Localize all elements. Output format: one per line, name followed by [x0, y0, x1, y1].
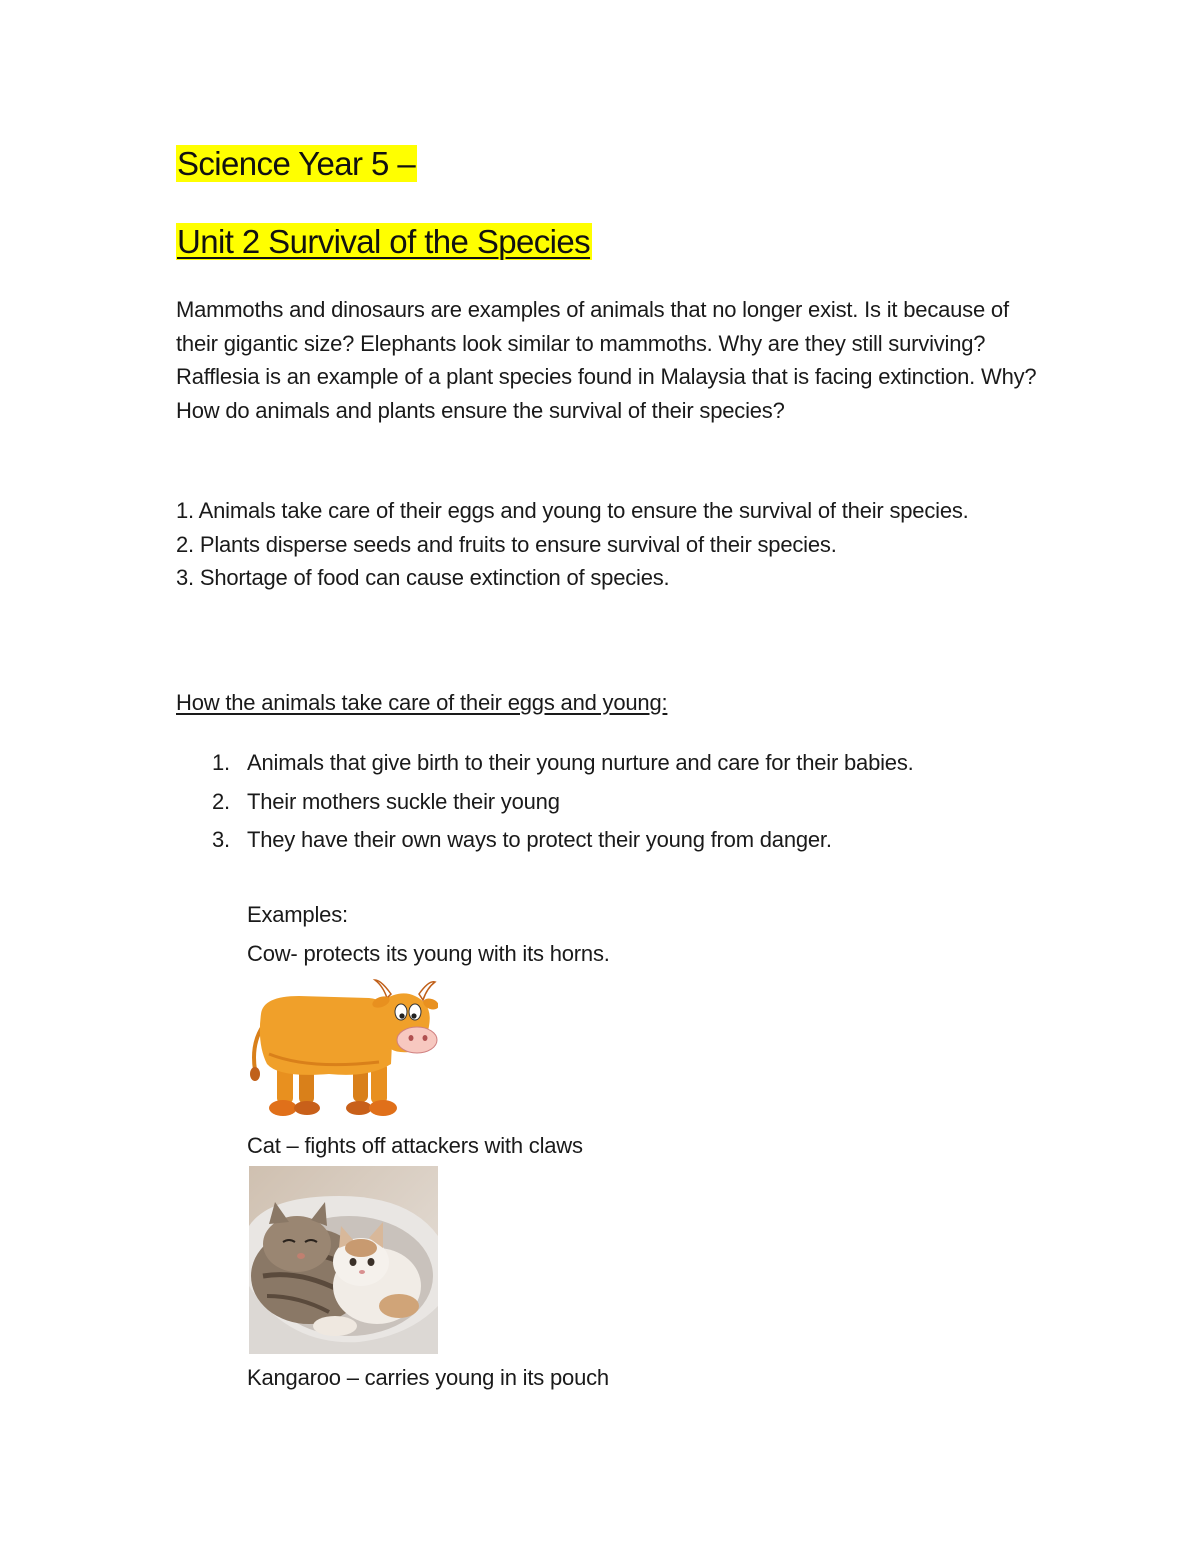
doc-title — [176, 140, 417, 188]
intro-paragraph: Mammoths and dinosaurs are examples of animals that no longer exist. Is it because of their gigantic size? Elephants look similar to mammoths. Why are they still surviving? Rafflesia is an example of a plant species found in Malaysia that is facing extinction. Why? How do animals and plants ensure the survival of their species? — [176, 297, 1037, 423]
list-number: 2. — [212, 788, 230, 814]
unit-title-highlight: Unit 2 Survival of the Species — [177, 223, 591, 260]
list-number: 1. — [212, 750, 230, 775]
list-number: 3. — [212, 827, 230, 852]
cow-illustration — [249, 974, 438, 1124]
examples-label: Examples: — [247, 902, 348, 927]
key-points — [176, 494, 1056, 595]
title-highlight: Science Year 5 – — [177, 145, 416, 182]
cow-icon — [249, 974, 438, 1124]
cat-caption: Cat – fights off attackers with claws — [247, 1133, 583, 1158]
cat-photo — [249, 1166, 438, 1354]
key-point-1: 1. Animals take care of their eggs and young to ensure the survival of their species. — [176, 498, 969, 523]
key-point-2: 2. Plants disperse seeds and fruits to ensure survival of their species. — [176, 531, 837, 557]
key-point-3: 3. Shortage of food can cause extinction of species. — [176, 565, 670, 591]
list-text: They have their own ways to protect their young from danger. — [247, 827, 832, 852]
list-text: Animals that give birth to their young nurture and care for their babies. — [247, 750, 914, 775]
care-section-heading: How the animals take care of their eggs and young: — [176, 690, 668, 715]
kangaroo-caption: Kangaroo – carries young in its pouch — [247, 1365, 609, 1390]
list-item — [176, 783, 1056, 822]
care-list — [176, 744, 1056, 860]
cat-icon — [249, 1166, 438, 1354]
list-item — [176, 744, 1056, 783]
unit-title — [176, 218, 592, 266]
list-text: Their mothers suckle their young — [247, 788, 560, 814]
list-item — [176, 821, 1056, 860]
cow-caption: Cow- protects its young with its horns. — [247, 941, 610, 966]
